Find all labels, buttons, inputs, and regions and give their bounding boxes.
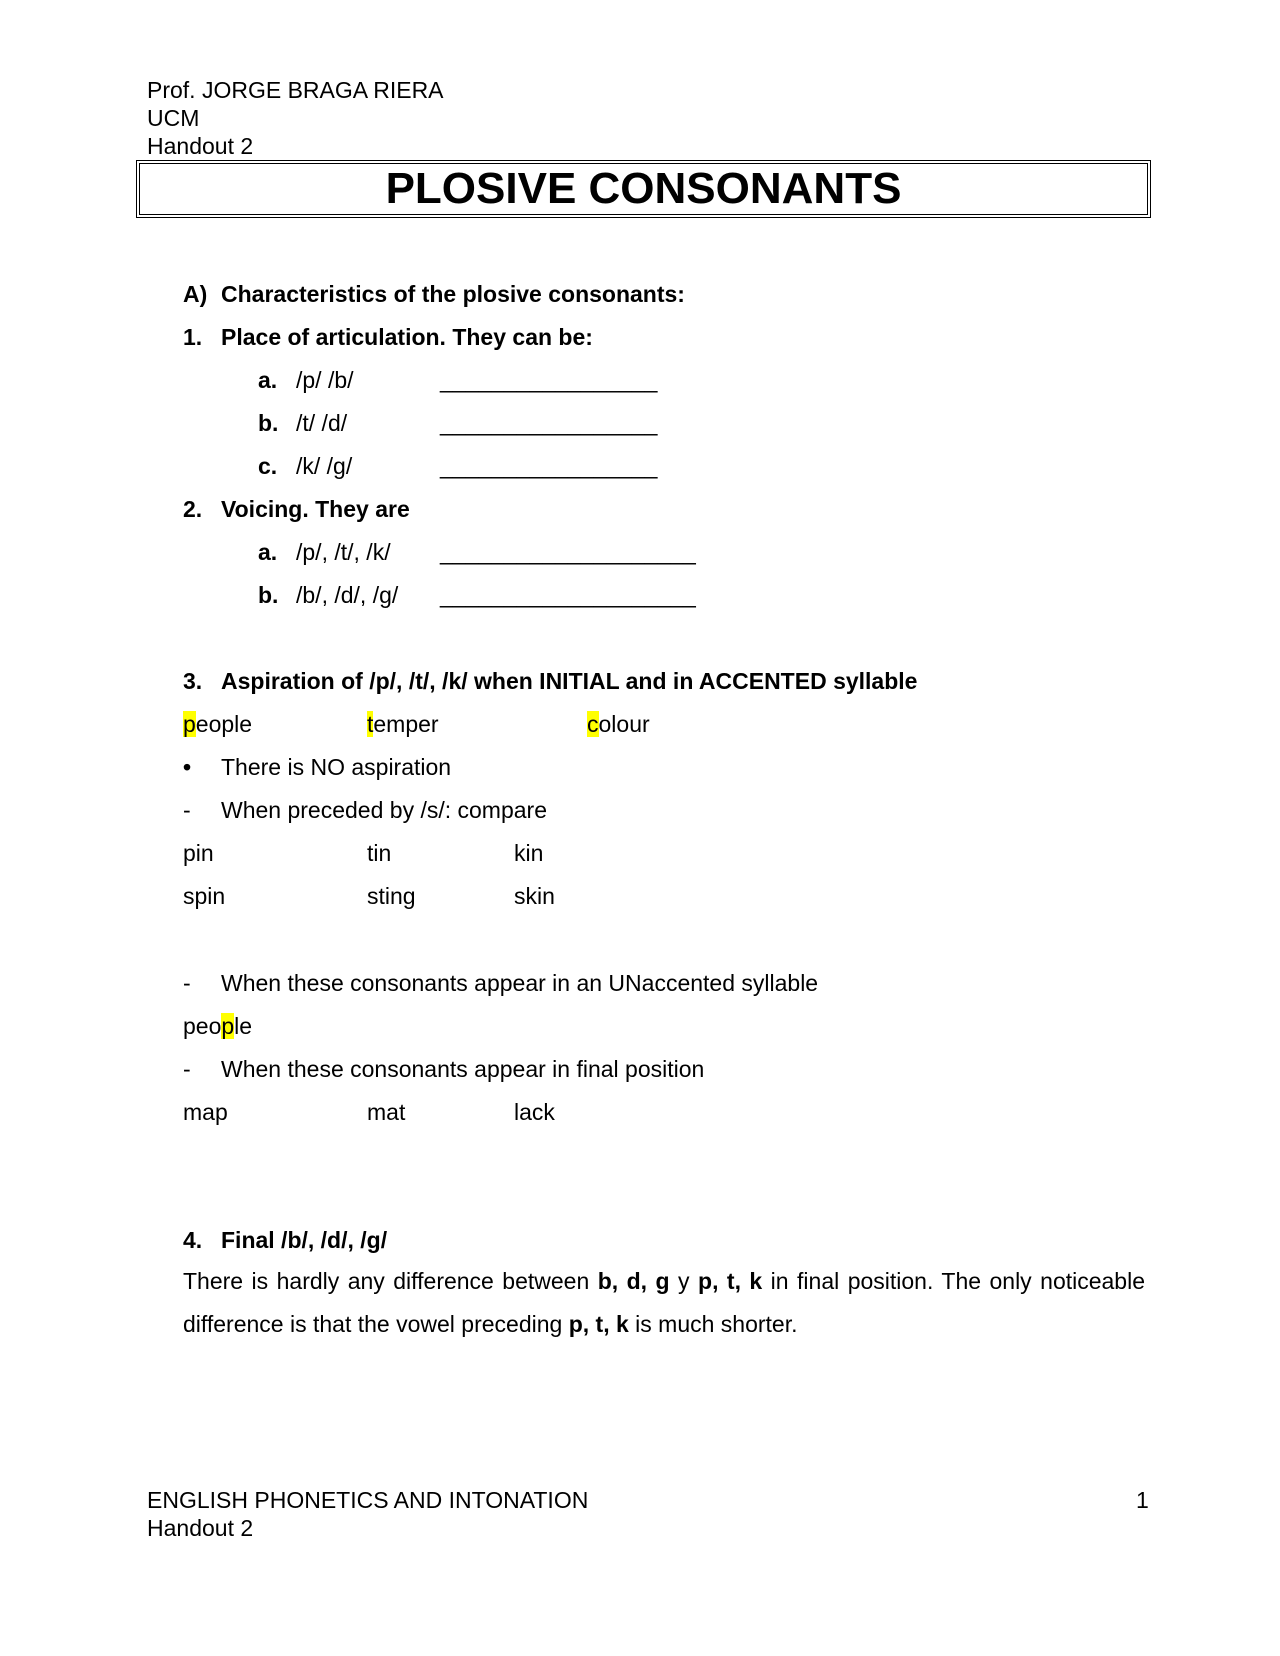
row-sounds: /p/, /t/, /k/	[296, 539, 391, 565]
highlight: t	[367, 711, 374, 737]
highlight: c	[587, 711, 599, 737]
row-marker: a.	[258, 539, 278, 565]
row-sounds: /k/ /g/	[296, 453, 353, 479]
compare-word: pin	[183, 840, 214, 866]
dash-preceded-s	[183, 796, 547, 824]
item-1-marker: 1.	[183, 324, 203, 350]
item-3-heading: Aspiration of /p/, /t/, /k/ when INITIAL and in ACCENTED syllable	[221, 668, 918, 694]
row-sounds: /b/, /d/, /g/	[296, 582, 399, 608]
bullet-text: There is NO aspiration	[221, 754, 452, 780]
bullet-icon: •	[183, 754, 192, 780]
row-marker: a.	[258, 367, 278, 393]
item-2-row-a	[258, 538, 391, 566]
section-a	[183, 280, 685, 308]
dash-text: When preceded by /s/: compare	[221, 797, 547, 823]
item-1-heading: Place of articulation. They can be:	[221, 324, 593, 350]
item-1	[183, 323, 593, 351]
example-word: people	[183, 711, 253, 737]
row-marker: b.	[258, 410, 279, 436]
item-2-marker: 2.	[183, 496, 203, 522]
example-word: colour	[587, 711, 650, 737]
compare-word: sting	[367, 883, 416, 909]
item-1-row-c	[258, 452, 352, 480]
title-box	[136, 160, 1151, 218]
header-author: Prof. JORGE BRAGA RIERA	[147, 77, 444, 103]
final-word: mat	[367, 1099, 406, 1125]
dash-marker: -	[183, 1056, 191, 1082]
row-marker: b.	[258, 582, 279, 608]
dash-unaccented	[183, 969, 818, 997]
item-2	[183, 495, 410, 523]
answer-blank[interactable]: ____________________	[440, 539, 696, 565]
page-number: 1	[1136, 1487, 1149, 1513]
row-sounds: /p/ /b/	[296, 367, 354, 393]
page-title: PLOSIVE CONSONANTS	[385, 164, 902, 213]
item-4-marker: 4.	[183, 1227, 203, 1253]
final-word: map	[183, 1099, 228, 1125]
item-4-paragraph: There is hardly any difference between b, d, g y p, t, k in final position. The only noticeable difference is that the vowel preceding p, t, k is much shorter.	[183, 1268, 1146, 1337]
item-1-row-b	[258, 409, 347, 437]
item-1-row-a	[258, 366, 354, 394]
dash-text: When these consonants appear in final position	[221, 1056, 705, 1082]
item-3	[183, 667, 917, 695]
answer-blank[interactable]: _________________	[440, 410, 658, 436]
section-a-heading: Characteristics of the plosive consonants:	[221, 281, 685, 307]
answer-blank[interactable]: ____________________	[440, 582, 696, 608]
example-word: temper	[367, 711, 439, 737]
item-2-row-b	[258, 581, 398, 609]
item-4-heading: Final /b/, /d/, /g/	[221, 1227, 388, 1253]
item-4	[183, 1226, 387, 1254]
unaccented-example: people	[183, 1013, 253, 1039]
header-handout: Handout 2	[147, 133, 254, 159]
section-a-marker: A)	[183, 281, 208, 307]
compare-word: tin	[367, 840, 392, 866]
highlight: p	[221, 1013, 235, 1039]
footer-handout: Handout 2	[147, 1515, 254, 1541]
header-institution: UCM	[147, 105, 200, 131]
dash-final-position	[183, 1055, 704, 1083]
item-2-heading: Voicing. They are	[221, 496, 410, 522]
compare-word: skin	[514, 883, 555, 909]
answer-blank[interactable]: _________________	[440, 453, 658, 479]
item-3-marker: 3.	[183, 668, 203, 694]
answer-blank[interactable]: _________________	[440, 367, 658, 393]
compare-word: spin	[183, 883, 226, 909]
highlight: p	[183, 711, 196, 737]
compare-word: kin	[514, 840, 544, 866]
row-marker: c.	[258, 453, 278, 479]
row-sounds: /t/ /d/	[296, 410, 348, 436]
final-word: lack	[514, 1099, 555, 1125]
dash-text: When these consonants appear in an UNaccented syllable	[221, 970, 819, 996]
dash-marker: -	[183, 797, 191, 823]
bullet-no-aspiration	[183, 753, 451, 781]
dash-marker: -	[183, 970, 191, 996]
footer-course: ENGLISH PHONETICS AND INTONATION	[147, 1487, 589, 1513]
